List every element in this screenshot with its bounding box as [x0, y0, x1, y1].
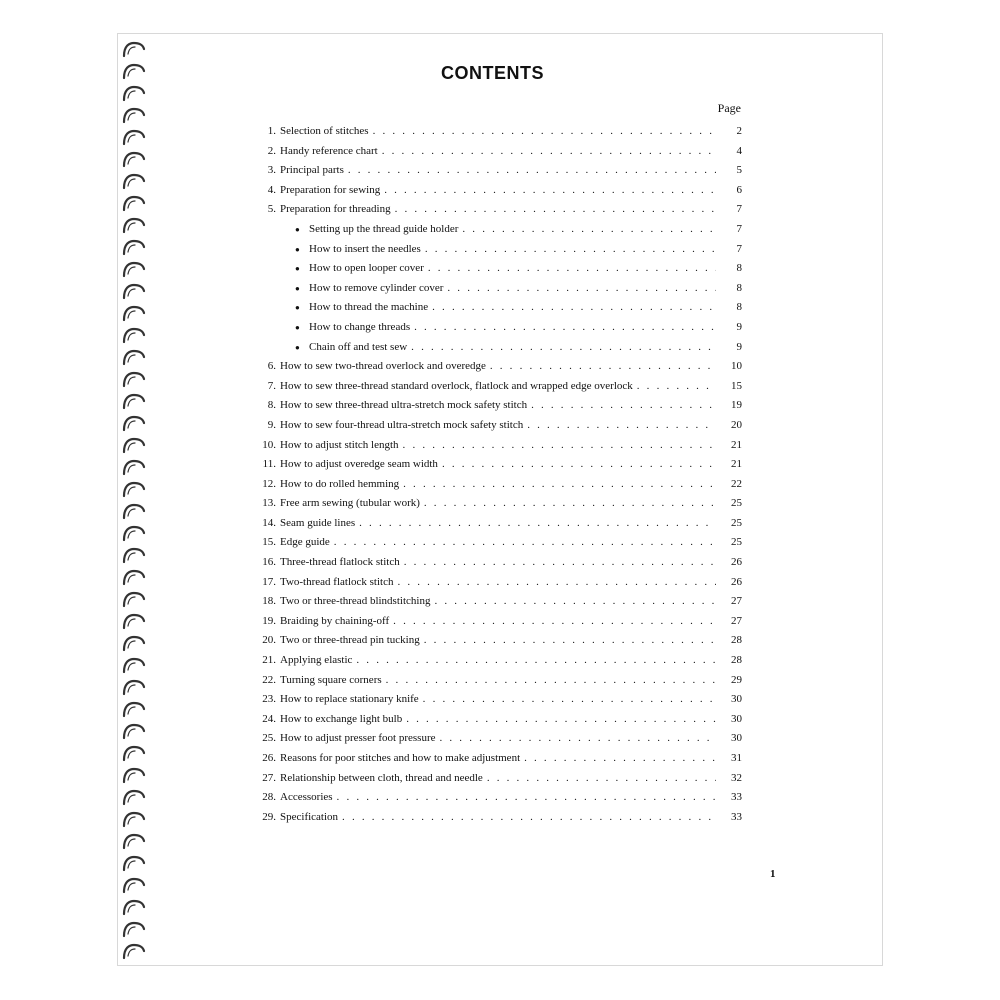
- spiral-binding-ring-icon: [121, 942, 147, 960]
- toc-entry-number: 27.: [262, 771, 276, 784]
- spiral-binding: [121, 40, 151, 970]
- toc-entry-page: 33: [731, 791, 742, 804]
- dot-leader: [428, 259, 716, 279]
- dot-leader: [404, 553, 716, 573]
- toc-entry: [250, 573, 742, 593]
- toc-entry-label: How to adjust overedge seam width: [280, 458, 438, 471]
- spiral-binding-ring-icon: [121, 568, 147, 586]
- bullet-icon: ●: [295, 283, 300, 293]
- toc-entry-number: 16.: [262, 556, 276, 569]
- toc-entry: [250, 553, 742, 573]
- toc-entry-number: 19.: [262, 614, 276, 627]
- spiral-binding-ring-icon: [121, 612, 147, 630]
- toc-entry: [250, 259, 742, 279]
- dot-leader: [531, 396, 716, 416]
- spiral-binding-ring-icon: [121, 260, 147, 278]
- toc-entry-label: Chain off and test sew: [309, 340, 408, 353]
- toc-entry-label: Two or three-thread pin tucking: [280, 634, 420, 647]
- toc-entry: [250, 494, 742, 514]
- toc-entry: [250, 161, 742, 181]
- toc-entry-page: 27: [731, 614, 742, 627]
- toc-entry-label: Specification: [280, 810, 339, 823]
- toc-entry-number: 15.: [262, 536, 276, 549]
- toc-entry-number: 24.: [262, 712, 276, 725]
- spiral-binding-ring-icon: [121, 788, 147, 806]
- toc-entry: [250, 690, 742, 710]
- dot-leader: [342, 808, 716, 828]
- toc-entry-label: How to replace stationary knife: [280, 693, 419, 706]
- toc-entry-label: How to exchange light bulb: [280, 712, 403, 725]
- dot-leader: [442, 455, 716, 475]
- spiral-binding-ring-icon: [121, 216, 147, 234]
- toc-entry-number: 6.: [267, 360, 276, 373]
- dot-leader: [423, 690, 716, 710]
- spiral-binding-ring-icon: [121, 436, 147, 454]
- spiral-binding-ring-icon: [121, 502, 147, 520]
- toc-entry: [250, 436, 742, 456]
- spiral-binding-ring-icon: [121, 480, 147, 498]
- spiral-binding-ring-icon: [121, 656, 147, 674]
- dot-leader: [487, 769, 716, 789]
- toc-entry-label: Applying elastic: [280, 654, 353, 667]
- toc-entry-page: 2: [736, 125, 742, 137]
- dot-leader: [425, 240, 716, 260]
- spiral-binding-ring-icon: [121, 700, 147, 718]
- dot-leader: [403, 475, 716, 495]
- spiral-binding-ring-icon: [121, 348, 147, 366]
- bullet-icon: ●: [295, 342, 300, 352]
- toc-entry-page: 29: [731, 673, 742, 686]
- toc-entry: [250, 769, 742, 789]
- toc-entry-label: Braiding by chaining-off: [280, 614, 390, 627]
- spiral-binding-ring-icon: [121, 326, 147, 344]
- toc-entry: [250, 142, 742, 162]
- toc-entry-label: How to sew three-thread ultra-stretch mock safety stitch: [280, 399, 528, 412]
- bullet-icon: ●: [295, 303, 300, 313]
- dot-leader: [384, 181, 716, 201]
- toc-entry: [250, 200, 742, 220]
- toc-entry-number: 8.: [267, 399, 276, 412]
- toc-entry-label: How to insert the needles: [309, 242, 421, 255]
- dot-leader: [411, 338, 716, 358]
- dot-leader: [440, 729, 717, 749]
- toc-entry: [250, 318, 742, 338]
- toc-entry-page: 7: [736, 203, 742, 216]
- toc-entry: [250, 338, 742, 358]
- spiral-binding-ring-icon: [121, 194, 147, 212]
- dot-leader: [397, 573, 716, 593]
- spiral-binding-ring-icon: [121, 150, 147, 168]
- toc-entry-page: 19: [731, 399, 742, 412]
- toc-entry-number: 13.: [262, 497, 276, 510]
- dot-leader: [356, 651, 716, 671]
- toc-entry-number: 1.: [267, 125, 276, 137]
- toc-entry-number: 22.: [262, 673, 276, 686]
- dot-leader: [395, 200, 716, 220]
- toc-entry: [250, 396, 742, 416]
- toc-entry-page: 30: [731, 732, 742, 745]
- spiral-binding-ring-icon: [121, 744, 147, 762]
- spiral-binding-ring-icon: [121, 392, 147, 410]
- toc-entry-label: Relationship between cloth, thread and needle: [280, 771, 483, 784]
- toc-entry: [250, 612, 742, 632]
- toc-entry: [250, 455, 742, 475]
- toc-entry: [250, 279, 742, 299]
- toc-entry-number: 23.: [262, 693, 276, 706]
- dot-leader: [432, 298, 716, 318]
- toc-entry-label: How to open looper cover: [309, 262, 424, 275]
- spiral-binding-ring-icon: [121, 678, 147, 696]
- toc-entry-page: 25: [731, 536, 742, 549]
- toc-entry-label: How to remove cylinder cover: [309, 281, 444, 294]
- spiral-binding-ring-icon: [121, 876, 147, 894]
- toc-entry: [250, 729, 742, 749]
- toc-entry: [250, 710, 742, 730]
- dot-leader: [334, 533, 716, 553]
- toc-entry-page: 4: [736, 144, 742, 157]
- bullet-icon: ●: [295, 264, 300, 274]
- toc-entry: [250, 651, 742, 671]
- toc-entry-label: Accessories: [280, 791, 333, 804]
- toc-entry-page: 9: [736, 320, 742, 333]
- toc-entry-page: 8: [736, 301, 742, 314]
- spiral-binding-ring-icon: [121, 766, 147, 784]
- toc-entry-label: Setting up the thread guide holder: [309, 222, 459, 235]
- toc-entry: [250, 181, 742, 201]
- toc-entry-number: 5.: [267, 203, 276, 216]
- dot-leader: [348, 161, 716, 181]
- spiral-binding-ring-icon: [121, 898, 147, 916]
- dot-leader: [414, 318, 716, 338]
- spiral-binding-ring-icon: [121, 722, 147, 740]
- spiral-binding-ring-icon: [121, 590, 147, 608]
- toc-entry: [250, 514, 742, 534]
- toc-entry-page: 32: [731, 771, 742, 784]
- spiral-binding-ring-icon: [121, 546, 147, 564]
- toc-entry-page: 7: [736, 242, 742, 255]
- dot-leader: [434, 592, 716, 612]
- toc-entry-number: 9.: [267, 418, 276, 431]
- spiral-binding-ring-icon: [121, 304, 147, 322]
- toc-entry-page: 30: [731, 693, 742, 706]
- toc-entry: [250, 671, 742, 691]
- toc-entry-number: 3.: [267, 164, 276, 177]
- toc-entry: [250, 808, 742, 828]
- bullet-icon: ●: [295, 224, 300, 234]
- toc-entry-label: Principal parts: [280, 164, 344, 177]
- dot-leader: [462, 220, 716, 240]
- toc-entry-number: 17.: [262, 575, 276, 588]
- toc-entry-page: 7: [736, 222, 742, 235]
- toc-entry: [250, 749, 742, 769]
- toc-entry-number: 18.: [262, 595, 276, 608]
- toc-entry: [250, 220, 742, 240]
- toc-entry-label: How to thread the machine: [309, 301, 429, 314]
- dot-leader: [424, 494, 716, 514]
- toc-entry: [250, 475, 742, 495]
- dot-leader: [403, 436, 716, 456]
- toc-entry-label: How to sew two-thread overlock and overedge: [280, 360, 486, 373]
- spiral-binding-ring-icon: [121, 84, 147, 102]
- toc-entry-page: 28: [731, 654, 742, 667]
- spiral-binding-ring-icon: [121, 634, 147, 652]
- toc-entry: [250, 122, 742, 142]
- toc-entry-number: 11.: [262, 458, 276, 471]
- toc-entry-page: 6: [736, 183, 742, 196]
- toc-entry-label: Seam guide lines: [280, 516, 356, 529]
- toc-entry-number: 28.: [262, 791, 276, 804]
- toc-entry-number: 4.: [267, 183, 276, 196]
- toc-entry-page: 20: [731, 418, 742, 431]
- spiral-binding-ring-icon: [121, 172, 147, 190]
- toc-entry-number: 20.: [262, 634, 276, 647]
- toc-entry-label: How to adjust stitch length: [280, 438, 399, 451]
- toc-entry-page: 31: [731, 752, 742, 764]
- dot-leader: [637, 377, 716, 397]
- toc-entry-number: 21.: [262, 654, 276, 667]
- toc-entry-page: 15: [731, 379, 742, 392]
- dot-leader: [337, 788, 716, 808]
- toc-entry-page: 25: [731, 497, 742, 510]
- spiral-binding-ring-icon: [121, 106, 147, 124]
- toc-entry-number: 12.: [262, 477, 276, 490]
- spiral-binding-ring-icon: [121, 238, 147, 256]
- toc-entry-page: 21: [731, 438, 742, 451]
- spiral-binding-ring-icon: [121, 810, 147, 828]
- toc-entry-page: 28: [731, 634, 742, 647]
- toc-entry-page: 8: [736, 262, 742, 275]
- toc-entry-label: How to change threads: [309, 320, 411, 333]
- dot-leader: [424, 631, 716, 651]
- toc-entry-label: Two or three-thread blindstitching: [280, 595, 431, 608]
- spiral-binding-ring-icon: [121, 128, 147, 146]
- toc-entry-page: 30: [731, 712, 742, 725]
- spiral-binding-ring-icon: [121, 40, 147, 58]
- spiral-binding-ring-icon: [121, 832, 147, 850]
- toc-entry: [250, 416, 742, 436]
- toc-entry: [250, 788, 742, 808]
- toc-entry-page: 9: [736, 340, 742, 353]
- toc-entry-label: Preparation for sewing: [280, 183, 381, 196]
- spiral-binding-ring-icon: [121, 370, 147, 388]
- toc-entry-label: Reasons for poor stitches and how to make adjustment: [280, 752, 521, 764]
- toc-entry-page: 8: [736, 281, 742, 294]
- dot-leader: [524, 749, 716, 769]
- toc-entry-label: Turning square corners: [280, 673, 382, 686]
- toc-entry-label: Free arm sewing (tubular work): [280, 497, 420, 510]
- toc-entry: [250, 357, 742, 377]
- bullet-icon: ●: [295, 322, 300, 332]
- page-number: 1: [770, 868, 776, 880]
- toc-entry-page: 26: [731, 556, 742, 569]
- toc-entry-label: How to sew three-thread standard overlock, flatlock and wrapped edge overlock: [280, 379, 633, 392]
- toc-entry-label: Handy reference chart: [280, 144, 378, 157]
- toc-entry: [250, 377, 742, 397]
- spiral-binding-ring-icon: [121, 414, 147, 432]
- toc-entry: [250, 592, 742, 612]
- toc-entry: [250, 533, 742, 553]
- dot-leader: [490, 357, 716, 377]
- toc-entry-number: 2.: [267, 144, 276, 157]
- dot-leader: [447, 279, 716, 299]
- dot-leader: [359, 514, 716, 534]
- toc-entry-label: How to sew four-thread ultra-stretch mock safety stitch: [280, 418, 524, 431]
- toc-entry-label: Three-thread flatlock stitch: [280, 556, 400, 569]
- toc-entry-page: 27: [731, 595, 742, 608]
- toc-entry: [250, 298, 742, 318]
- toc-entry-number: 7.: [267, 379, 276, 392]
- toc-entry-page: 5: [736, 164, 742, 177]
- toc-entry-page: 10: [731, 360, 742, 373]
- toc-entry-label: Preparation for threading: [280, 203, 391, 216]
- table-of-contents: [250, 122, 742, 827]
- toc-entry-number: 10.: [262, 438, 276, 451]
- toc-entry-number: 26.: [262, 752, 276, 764]
- spiral-binding-ring-icon: [121, 282, 147, 300]
- toc-entry-number: 25.: [262, 732, 276, 745]
- toc-entry-number: 29.: [262, 810, 276, 823]
- toc-entry-page: 25: [731, 516, 742, 529]
- page-column-header: Page: [717, 101, 741, 115]
- dot-leader: [527, 416, 716, 436]
- dot-leader: [382, 142, 716, 162]
- toc-entry-label: Selection of stitches: [280, 125, 369, 137]
- toc-entry-page: 22: [731, 477, 742, 490]
- dot-leader: [373, 122, 716, 142]
- toc-entry-page: 26: [731, 575, 742, 588]
- spiral-binding-ring-icon: [121, 920, 147, 938]
- toc-entry: [250, 240, 742, 260]
- toc-entry-label: Two-thread flatlock stitch: [280, 575, 394, 588]
- toc-entry-page: 33: [731, 810, 742, 823]
- spiral-binding-ring-icon: [121, 458, 147, 476]
- toc-entry: [250, 631, 742, 651]
- spiral-binding-ring-icon: [121, 524, 147, 542]
- dot-leader: [386, 671, 716, 691]
- spiral-binding-ring-icon: [121, 854, 147, 872]
- toc-entry-label: Edge guide: [280, 536, 330, 549]
- dot-leader: [393, 612, 716, 632]
- toc-entry-page: 21: [731, 458, 742, 471]
- toc-entry-label: How to do rolled hemming: [280, 477, 400, 490]
- bullet-icon: ●: [295, 244, 300, 254]
- page-title: CONTENTS: [441, 63, 544, 83]
- toc-entry-number: 14.: [262, 516, 276, 529]
- toc-entry-label: How to adjust presser foot pressure: [280, 732, 436, 745]
- dot-leader: [406, 710, 716, 730]
